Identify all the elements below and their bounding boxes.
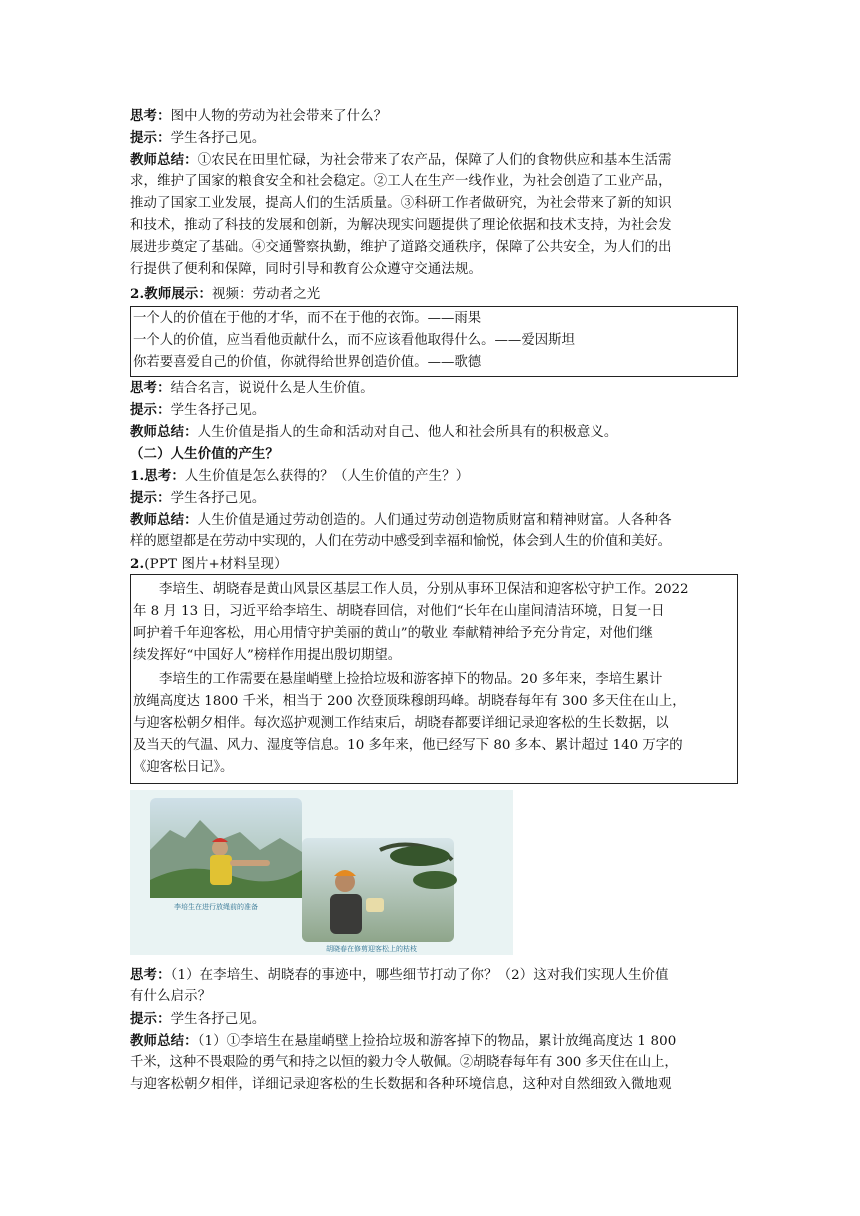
section-heading: （二）人生价值的产生？ [130,446,279,462]
photo-panel [130,790,513,955]
hint-line [130,1008,740,1031]
summary-line: 推动了国家工业发展，提高人们的生活质量。③科研工作者做研究，为社会带来了新的知识 [130,196,672,211]
material-line: 李培生的工作需要在悬崖峭壁上捡拾垃圾和游客掉下的物品。20 多年来，李培生累计 [159,672,663,687]
hint-label: 提示： [130,490,171,506]
think-text: 人生价值是怎么获得的？（人生价值的产生？） [184,469,470,484]
hint-line [130,399,740,422]
hint-label: 提示： [130,402,171,418]
hint-text: 学生各抒己见。 [170,131,266,146]
think-line [130,465,740,488]
material-line: 放绳高度达 1800 千米，相当于 200 次登顶珠穆朗玛峰。胡晓春每年有 300 多天住在山上， [133,694,686,709]
summary-line: 千米，这种不畏艰险的勇气和持之以恒的毅力令人敬佩。②胡晓春每年有 300 多天住在山上， [130,1055,678,1070]
summary-line [130,421,740,444]
material-line: 《迎客松日记》。 [133,760,234,775]
hint-line [130,487,740,510]
hint-line [130,127,740,150]
think-text: 图中人物的劳动为社会带来了什么？ [170,109,388,124]
caption-right: 胡晓春在修剪迎客松上的枯枝 [326,945,417,953]
summary-label: 教师总结： [130,512,198,528]
hint-text: 学生各抒己见。 [170,491,266,506]
caption-left: 李培生在进行放绳前的准备 [174,903,258,911]
material-box [130,574,738,784]
summary-line [130,1030,740,1053]
think-line: 有什么启示？ [130,989,212,1004]
material-line: 李培生、胡晓春是黄山风景区基层工作人员，分别从事环卫保洁和迎客松守护工作。2022 [159,582,689,597]
material-label: 2. [130,556,145,572]
summary-line [130,149,740,172]
summary-line: 样的愿望都是在劳动中实现的，人们在劳动中感受到幸福和愉悦，体会到人生的价值和美好。 [130,534,671,549]
hint-text: 学生各抒己见。 [170,1012,266,1027]
material-paragraph [133,579,733,601]
material-line: 续发挥好“中国好人”榜样作用提出殷切期望。 [133,648,402,663]
summary-label: 教师总结： [130,152,198,168]
photo-left [150,798,302,898]
summary-text: （1）①李培生在悬崖峭壁上捡拾垃圾和游客掉下的物品，累计放绳高度达 1 800 [197,1034,677,1049]
quote-item: 一个人的价值，应当看他贡献什么，而不应该看他取得什么。——爱因斯坦 [133,333,575,348]
summary-line: 和技术，推动了科技的发展和创新，为解决现实问题提供了理论依据和技术支持，为社会发 [130,218,672,233]
think-text: 结合名言，说说什么是人生价值。 [170,381,374,396]
summary-label: 教师总结： [130,1033,198,1049]
summary-line [130,509,740,532]
think-line [130,964,740,987]
material-line: 年 8 月 13 日，习近平给李培生、胡晓春回信，对他们“长年在山崖间清洁环境，日复一日 [133,604,665,619]
think-label: 思考： [130,380,171,396]
material-line: 及当天的气温、风力、湿度等信息。10 多年来，他已经写下 80 多本、累计超过 140 万字的 [133,738,683,753]
think-text: （1）在李培生、胡晓春的事迹中，哪些细节打动了你？（2）这对我们实现人生价值 [170,968,669,983]
summary-line: 与迎客松朝夕相伴，详细记录迎客松的生长数据和各种环境信息，这种对自然细致入微地观 [130,1077,672,1092]
summary-text: ①农民在田里忙碌，为社会带来了农产品，保障了人们的食物供应和基本生活需 [197,153,672,168]
quote-item: 你若要喜爱自己的价值，你就得给世界创造价值。——歌德 [133,355,482,370]
think-label: 思考： [130,967,171,983]
teacher-show-line [130,283,740,306]
summary-label: 教师总结： [130,424,198,440]
think-label: 思考： [130,108,171,124]
summary-text: 人生价值是通过劳动创造的。人们通过劳动创造物质财富和精神财富。人各种各 [197,513,672,528]
think-line [130,105,740,128]
material-line: 呵护着千年迎客松，用心用情守护美丽的黄山”的敬业 奉献精神给予充分肯定，对他们继 [133,626,653,641]
teacher-show-label: 2.教师展示： [130,286,212,302]
material-line [130,553,740,576]
hint-text: 学生各抒己见。 [170,403,266,418]
think-line [130,377,740,400]
photo-illustration [130,790,513,955]
summary-line: 求，维护了国家的粮食安全和社会稳定。②工人在生产一线作业，为社会创造了工业产品， [130,174,672,189]
quote-box [130,306,738,377]
hint-label: 提示： [130,1011,171,1027]
quote-item: 一个人的价值在于他的才华，而不在于他的衣饰。——雨果 [133,311,482,326]
summary-text: 人生价值是指人的生命和活动对自己、他人和社会所具有的积极意义。 [197,425,618,440]
material-line: 与迎客松朝夕相伴。每次巡护观测工作结束后，胡晓春都要详细记录迎客松的生长数据，以 [133,716,669,731]
photo-right [302,838,457,942]
summary-line: 行提供了便利和保障，同时引导和教育公众遵守交通法规。 [130,262,483,277]
material-text: (PPT 图片+材料呈现） [144,557,288,572]
think-label: 1.思考： [130,468,185,484]
summary-line: 展进步奠定了基础。④交通警察执勤，维护了道路交通秩序，保障了公共安全，为人们的出 [130,240,672,255]
hint-label: 提示： [130,130,171,146]
teacher-show-text: 视频：劳动者之光 [211,287,321,302]
